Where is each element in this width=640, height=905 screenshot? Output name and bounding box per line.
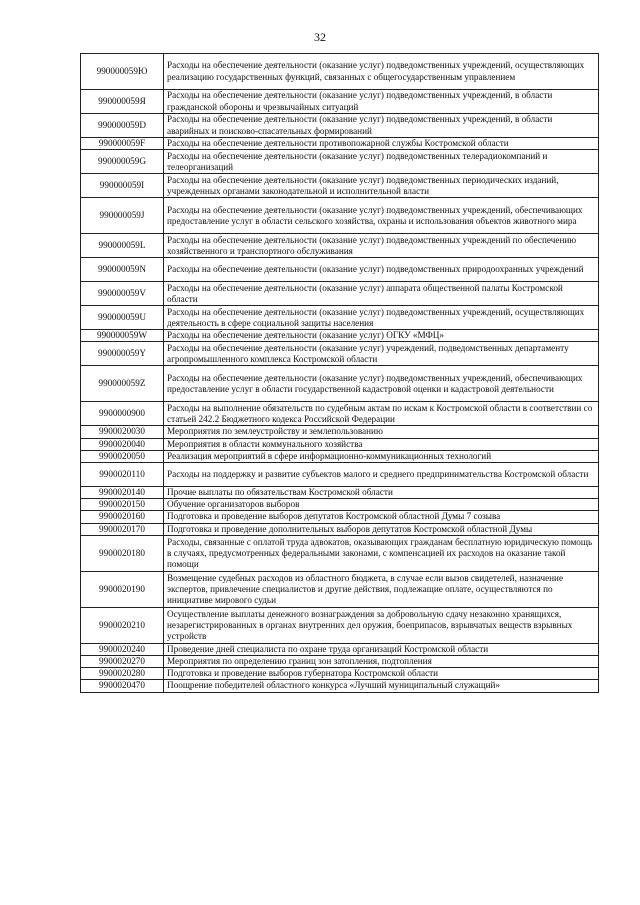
table-row (81, 138, 599, 150)
table-row (81, 54, 599, 90)
expense-description-cell: Расходы на обеспечение деятельности (оказание услуг) подведомственных учреждений, обеспечивающих предоставление услуг в области государственной кадастровой оценки и кадастровой деятельности (164, 366, 599, 402)
expense-description-cell: Осуществление выплаты денежного вознаграждения за добровольную сдачу незаконно хранящихся, незарегистрированных в органах внутренних дел оружия, боеприпасов, взрывчатых веществ взрывных устройств (164, 607, 599, 643)
budget-code-cell: 9900020160 (81, 511, 164, 523)
expense-description-cell: Проведение дней специалиста по охране труда организаций Костромской области (164, 643, 599, 655)
expense-description-cell: Подготовка и проведение выборов депутатов Костромской областной Думы 7 созыва (164, 511, 599, 523)
budget-code-cell: 9900020150 (81, 499, 164, 511)
budget-code-cell: 990000059I (81, 174, 164, 198)
expense-description-cell: Реализация мероприятий в сфере информационно-коммуникационных технологий (164, 450, 599, 462)
table-row (81, 571, 599, 607)
budget-code-cell: 9900020210 (81, 607, 164, 643)
table-row (81, 366, 599, 402)
expense-description-cell: Расходы на обеспечение деятельности (оказание услуг) ОГКУ «МФЦ» (164, 330, 599, 342)
budget-code-cell: 990000059L (81, 234, 164, 258)
budget-code-cell: 990000059N (81, 258, 164, 282)
table-row (81, 198, 599, 234)
budget-code-cell: 990000059Я (81, 90, 164, 114)
budget-code-cell: 990000059V (81, 282, 164, 306)
budget-code-cell: 9900020270 (81, 656, 164, 668)
table-row (81, 114, 599, 138)
budget-code-cell: 990000059Y (81, 342, 164, 366)
table-row (81, 487, 599, 499)
table-row (81, 668, 599, 680)
expense-description-cell: Расходы, связанные с оплатой труда адвокатов, оказывающих гражданам бесплатную юридическую помощь в случаях, предусмотренных федеральными законами, с компенсацией их расходов на оказание такой помощи (164, 535, 599, 571)
expense-description-cell: Расходы на обеспечение деятельности противопожарной службы Костромской области (164, 138, 599, 150)
budget-code-cell: 990000059W (81, 330, 164, 342)
expense-description-cell: Расходы на обеспечение деятельности (оказание услуг) учреждений, подведомственных департаменту агропромышленного комплекса Костромской области (164, 342, 599, 366)
budget-code-cell: 9900020470 (81, 680, 164, 692)
budget-code-cell: 9900020030 (81, 426, 164, 438)
expense-description-cell: Поощрение победителей областного конкурса «Лучший муниципальный служащий» (164, 680, 599, 692)
expense-description-cell: Мероприятия по определению границ зон затопления, подтопления (164, 656, 599, 668)
expense-description-cell: Мероприятия по землеустройству и землепользованию (164, 426, 599, 438)
budget-code-cell: 990000059G (81, 150, 164, 174)
table-row (81, 607, 599, 643)
expense-description-cell: Расходы на обеспечение деятельности (оказание услуг) аппарата общественной палаты Костромской области (164, 282, 599, 306)
expense-description-cell: Расходы на поддержку и развитие субъектов малого и среднего предпринимательства Костромской области (164, 463, 599, 487)
table-row (81, 402, 599, 426)
budget-code-cell: 9900020280 (81, 668, 164, 680)
table-row (81, 680, 599, 692)
table-row (81, 511, 599, 523)
budget-code-cell: 9900020140 (81, 487, 164, 499)
expense-description-cell: Расходы на выполнение обязательств по судебным актам по искам к Костромской области в соответствии со статьей 242.2 Бюджетного кодекса Российской Федерации (164, 402, 599, 426)
budget-code-cell: 990000059U (81, 306, 164, 330)
expense-description-cell: Расходы на обеспечение деятельности (оказание услуг) подведомственных учреждений, осуществляющих реализацию государственных функций, связанных с общегосударственным управлением (164, 54, 599, 90)
expense-description-cell: Расходы на обеспечение деятельности (оказание услуг) подведомственных учреждений, обеспечивающих предоставление услуг в области сельского хозяйства, охраны и использования объектов животного мира (164, 198, 599, 234)
budget-codes-table (80, 53, 599, 693)
budget-code-cell: 990000059Ю (81, 54, 164, 90)
budget-code-cell: 9900020050 (81, 450, 164, 462)
budget-code-cell: 9900020170 (81, 523, 164, 535)
table-row (81, 643, 599, 655)
budget-code-cell: 990000059F (81, 138, 164, 150)
table-row (81, 258, 599, 282)
expense-description-cell: Расходы на обеспечение деятельности (оказание услуг) подведомственных учреждений, осуществляющих деятельность в сфере социальной защиты населения (164, 306, 599, 330)
budget-code-cell: 9900020040 (81, 438, 164, 450)
table-row (81, 463, 599, 487)
expense-description-cell: Расходы на обеспечение деятельности (оказание услуг) подведомственных телерадиокомпаний и телеорганизаций (164, 150, 599, 174)
table-row (81, 306, 599, 330)
expense-description-cell: Обучение организаторов выборов (164, 499, 599, 511)
budget-code-cell: 990000059D (81, 114, 164, 138)
table-row (81, 342, 599, 366)
budget-code-cell: 9900020190 (81, 571, 164, 607)
table-row (81, 150, 599, 174)
expense-description-cell: Расходы на обеспечение деятельности (оказание услуг) подведомственных учреждений, в области гражданской обороны и чрезвычайных ситуаций (164, 90, 599, 114)
page-number: 32 (314, 30, 326, 44)
table-row (81, 450, 599, 462)
budget-code-cell: 990000059Z (81, 366, 164, 402)
expense-description-cell: Мероприятия в области коммунального хозяйства (164, 438, 599, 450)
expense-description-cell: Расходы на обеспечение деятельности (оказание услуг) подведомственных природоохранных учреждений (164, 258, 599, 282)
table-row (81, 438, 599, 450)
expense-description-cell: Подготовка и проведение дополнительных выборов депутатов Костромской областной Думы (164, 523, 599, 535)
budget-code-cell: 9900000900 (81, 402, 164, 426)
table-row (81, 426, 599, 438)
table-row (81, 90, 599, 114)
table-row (81, 656, 599, 668)
table-row (81, 499, 599, 511)
expense-description-cell: Расходы на обеспечение деятельности (оказание услуг) подведомственных учреждений по обеспечению хозяйственного и транспортного обслуживания (164, 234, 599, 258)
expense-description-cell: Прочие выплаты по обязательствам Костромской области (164, 487, 599, 499)
table-row (81, 174, 599, 198)
budget-code-cell: 9900020240 (81, 643, 164, 655)
budget-code-cell: 9900020110 (81, 463, 164, 487)
table-row (81, 330, 599, 342)
expense-description-cell: Подготовка и проведение выборов губернатора Костромской области (164, 668, 599, 680)
table-row (81, 523, 599, 535)
budget-code-cell: 9900020180 (81, 535, 164, 571)
expense-description-cell: Возмещение судебных расходов из областного бюджета, в случае если вызов свидетелей, назначение экспертов, привлечение специалистов и другие действия, подлежащие оплате, осуществляются по инициативе мирового судьи (164, 571, 599, 607)
budget-codes-table-body (81, 54, 599, 693)
table-row (81, 234, 599, 258)
budget-code-cell: 990000059J (81, 198, 164, 234)
table-row (81, 535, 599, 571)
expense-description-cell: Расходы на обеспечение деятельности (оказание услуг) подведомственных учреждений, в области аварийных и поисково-спасательных формирований (164, 114, 599, 138)
expense-description-cell: Расходы на обеспечение деятельности (оказание услуг) подведомственных периодических изданий, учрежденных органами законодательной и исполнительной власти (164, 174, 599, 198)
table-row (81, 282, 599, 306)
